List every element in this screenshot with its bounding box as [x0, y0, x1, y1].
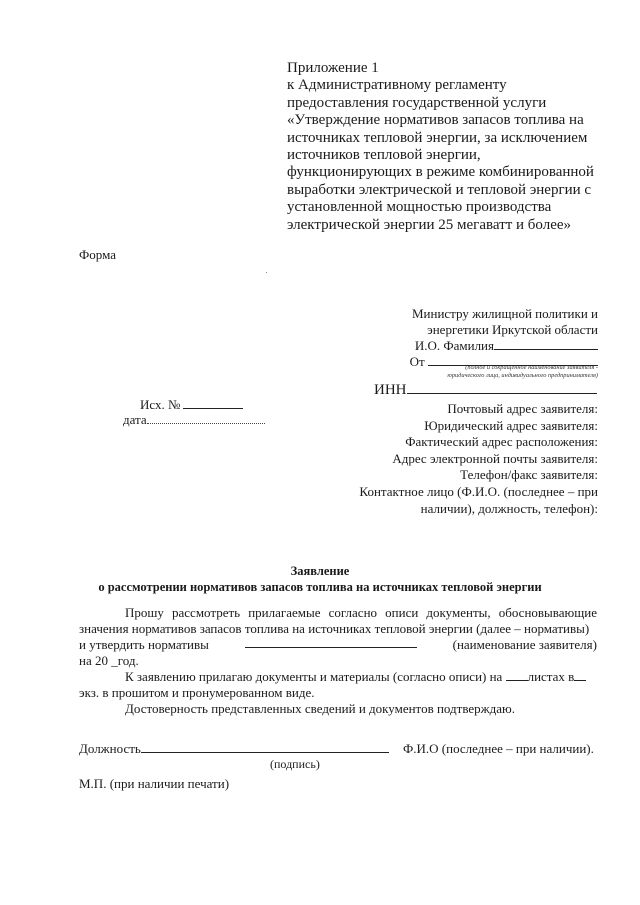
fio-label: Ф.И.О (последнее – при наличии). [403, 741, 594, 756]
word: прилагаемые [248, 605, 321, 620]
inn-label: ИНН [374, 382, 407, 398]
attach-text: К заявлению прилагаю документы и материалы (согласно описи) на [125, 669, 503, 684]
position-row [79, 741, 389, 757]
from-hint-line: юридического лица, индивидуального предпринимателя) [447, 372, 598, 379]
position-blank[interactable] [141, 742, 389, 753]
applicant-field: Контактное лицо (Ф.И.О. (последнее – при [359, 483, 598, 499]
position-label: Должность [79, 741, 141, 756]
outgoing-ref-blank[interactable] [183, 398, 243, 409]
outgoing-ref-row [140, 397, 243, 413]
word: обосновывающие [498, 605, 597, 620]
addressee-name-label: И.О. Фамилия [414, 338, 494, 353]
statement-title-block [0, 563, 640, 595]
applicant-fields [359, 401, 598, 517]
applicant-field: Юридический адрес заявителя: [424, 417, 598, 433]
applicant-name-hint: (наименование заявителя) [452, 637, 597, 652]
inn-row [374, 382, 597, 399]
addressee-name-row [410, 338, 598, 354]
from-hint-line: (полное и сокращенное наименование заявителя - [465, 364, 598, 371]
appendix-line: функционирующих в режиме комбинированной [287, 164, 594, 181]
word: рассмотреть [172, 605, 241, 620]
appendix-line: к Административному регламенту [287, 77, 507, 94]
applicant-name-blank[interactable] [245, 637, 417, 648]
addressee-line-1: Министру жилищной политики и [411, 306, 598, 321]
body-line [79, 605, 597, 621]
addressee-block [410, 306, 598, 370]
statement-title: Заявление [290, 564, 350, 578]
word: документы, [426, 605, 491, 620]
appendix-line: выработки электрической и тепловой энергии с [287, 181, 592, 198]
approve-text: и утвердить нормативы [79, 637, 209, 652]
outgoing-date-label: дата [123, 412, 147, 427]
applicant-field: Фактический адрес расположения: [405, 434, 598, 450]
attach-text-2: листах в [527, 669, 575, 684]
applicant-field: наличии), должность, телефон): [420, 500, 598, 516]
addressee-name-blank[interactable] [494, 339, 598, 350]
form-label: Форма [79, 247, 116, 262]
word: Прошу [125, 605, 164, 620]
appendix-line: предоставления государственной услуги [287, 94, 547, 111]
appendix-line: установленной мощностью производства [287, 199, 552, 216]
applicant-field: Телефон/факс заявителя: [460, 467, 598, 483]
stamp-label: М.П. (при наличии печати) [79, 776, 230, 791]
sheets-blank[interactable] [506, 670, 528, 681]
statement-body [79, 605, 597, 717]
addressee-line-2: энергетики Иркутской области [427, 322, 598, 337]
appendix-line: электрической энергии 25 мегаватт и более» [287, 216, 572, 233]
signature-label: (подпись) [270, 757, 320, 771]
from-hint [447, 364, 598, 380]
applicant-field: Адрес электронной почты заявителя: [392, 450, 598, 466]
applicant-field: Почтовый адрес заявителя: [447, 401, 598, 416]
inn-blank[interactable] [407, 383, 597, 394]
word: согласно [328, 605, 378, 620]
appendix-line: источников тепловой энергии, [287, 147, 481, 164]
statement-subtitle: о рассмотрении нормативов запасов топлива на источниках тепловой энергии [98, 580, 542, 594]
copies-blank[interactable] [574, 670, 586, 681]
body-line: Достоверность представленных сведений и документов подтверждаю. [125, 701, 515, 716]
word: описи [385, 605, 419, 620]
appendix-line: Приложение 1 [287, 60, 379, 76]
from-label: От [409, 354, 425, 369]
body-line: значения нормативов запасов топлива на источниках тепловой энергии (далее – нормативы) [79, 621, 590, 636]
scan-dot [266, 272, 267, 273]
body-line [79, 669, 597, 685]
appendix-line: источниках тепловой энергии, за исключением [287, 129, 588, 146]
outgoing-date-blank[interactable] [147, 413, 265, 424]
body-line: экз. в прошитом и пронумерованном виде. [79, 685, 315, 700]
outgoing-date-row [123, 412, 265, 428]
body-line: на 20 _год. [79, 653, 139, 668]
outgoing-ref-label: Исх. № [140, 397, 181, 412]
body-line [79, 637, 597, 653]
appendix-header [287, 60, 594, 234]
appendix-line: «Утверждение нормативов запасов топлива на [287, 112, 584, 129]
